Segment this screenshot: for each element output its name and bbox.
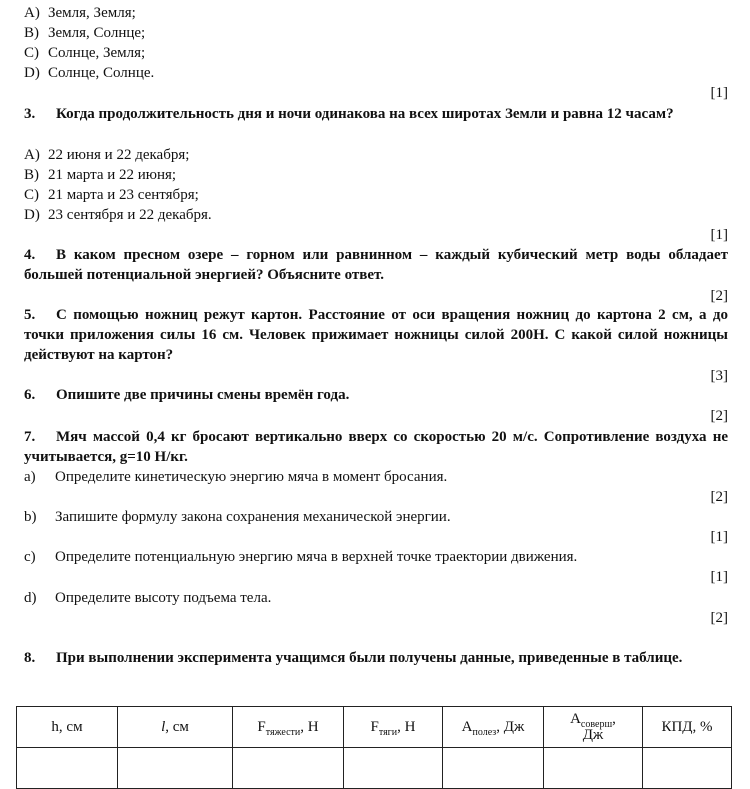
q4-text: 4. В каком пресном озере – горном или равнинном – каждый кубический метр воды обладает большей потенциальной энергией? Объясните ответ. [24,247,728,283]
q7-part-a-mark: [2] [710,489,728,505]
q7-part-d: d) Определите высоту подъема тела. [24,590,272,606]
q2-option-a: A) Земля, Земля; [24,5,136,21]
q8-text: 8. При выполнении эксперимента учащимся были получены данные, приведенные в таблице. [24,650,683,666]
table-row [17,748,732,789]
q7-part-c-mark: [1] [710,569,728,585]
col-a-done: $A_{соверш}$, Дж [544,707,643,748]
q7-part-d-mark: [2] [710,610,728,626]
q7-part-b: b) Запишите формулу закона сохранения механической энергии. [24,509,451,525]
col-efficiency: КПД, % [643,707,732,748]
q3-option-d: D) 23 сентября и 22 декабря. [24,207,212,223]
q7-part-a: a) Определите кинетическую энергию мяча в момент бросания. [24,469,448,485]
q3-option-a: A) 22 июня и 22 декабря; [24,147,190,163]
q3-option-b: B) 21 марта и 22 июня; [24,167,177,183]
q3-option-c: C) 21 марта и 23 сентября; [24,187,199,203]
q7-part-b-mark: [1] [710,529,728,545]
q7-text: 7. Мяч массой 0,4 кг бросают вертикально вверх со скоростью 20 м/с. Сопротивление воздуха не учитывается, g=10 Н/кг. [24,429,728,465]
q7-part-c: c) Определите потенциальную энергию мяча в верхней точке траектории движения. [24,549,578,565]
q6-text: 6. Опишите две причины смены времён года. [24,387,350,403]
col-f-gravity: $F_{тяжести}$, Н [233,707,344,748]
experiment-table [16,706,732,789]
q2-option-d: D) Солнце, Солнце. [24,65,155,81]
q2-option-b: B) Земля, Солнце; [24,25,146,41]
q5-mark: [3] [710,368,728,384]
q5-text: 5. С помощью ножниц режут картон. Расстояние от оси вращения ножниц до картона 2 см, а до точки приложения силы 16 см. Человек прижимает ножницы силой 200Н. С какой силой ножницы действуют на картон? [24,307,728,363]
col-a-useful: $A_{полез}$, Дж [443,707,544,748]
q3-text: 3. Когда продолжительность дня и ночи одинакова на всех широтах Земли и равна 12 часам? [24,106,674,122]
col-f-thrust: $F_{тяги}$, Н [344,707,443,748]
q4-mark: [2] [710,288,728,304]
col-h: h, см [17,707,118,748]
table-header-row [17,707,732,748]
q6-mark: [2] [710,408,728,424]
q2-option-c: C) Солнце, Земля; [24,45,146,61]
q2-mark: [1] [710,85,728,101]
q3-mark: [1] [710,227,728,243]
col-l: l, см [118,707,233,748]
